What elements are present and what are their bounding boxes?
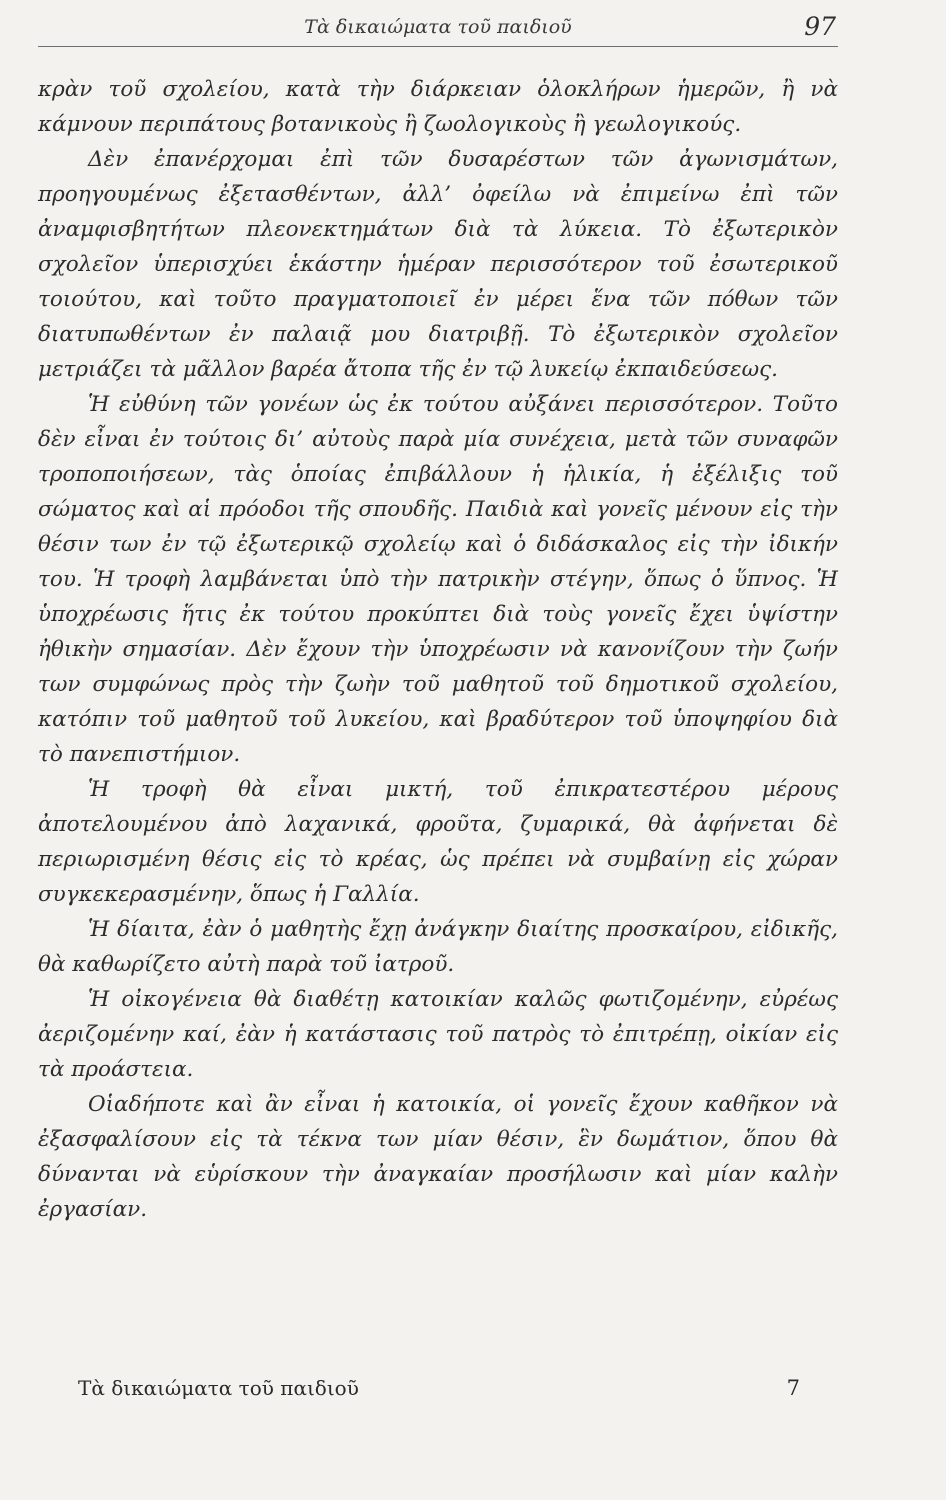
paragraph: Οἱαδήποτε καὶ ἂν εἶναι ἡ κατοικία, οἱ γονεῖς ἔχουν καθῆκον νὰ ἐξασφαλίσουν εἰς τὰ τέκνα των μίαν θέσιν, ἓν δωμάτιον, ὅπου θὰ δύνανται νὰ εὑρίσκουν τὴν ἀναγκαίαν προσήλωσιν καὶ μίαν καλὴν ἐργασίαν. [38, 1092, 838, 1222]
paragraph: Ἡ δίαιτα, ἐὰν ὁ μαθητὴς ἔχῃ ἀνάγκην διαίτης προσκαίρου, εἰδικῆς, θὰ καθωρίζετο αὐτὴ παρὰ τοῦ ἰατροῦ. [38, 917, 838, 977]
paragraph: Ἡ εὐθύνη τῶν γονέων ὡς ἐκ τούτου αὐξάνει περισσότερον. Τοῦτο δὲν εἶναι ἐν τούτοις δι’ αὐτοὺς παρὰ μία συνέχεια, μετὰ τῶν συναφῶν τροποποιήσεων, τὰς ὁποίας ἐπιβάλλουν ἡ ἡλικία, ἡ ἐξέλιξις τοῦ σώματος καὶ αἱ πρόοδοι τῆς σπουδῆς. Παιδιὰ καὶ γονεῖς μένουν εἰς τὴν θέσιν των ἐν τῷ ἐξωτερικῷ σχολείῳ καὶ ὁ διδάσκαλος εἰς τὴν ἰδικήν του. Ἡ τροφὴ λαμβάνεται ὑπὸ τὴν πατρικὴν στέγην, ὅπως ὁ ὕπνος. Ἡ ὑποχρέωσις ἥτις ἐκ τούτου προκύπτει διὰ τοὺς γονεῖς ἔχει ὑψίστην ἠθικὴν σημασίαν. Δὲν ἔχουν τὴν ὑποχρέωσιν νὰ κανονίζουν τὴν ζωήν των συμφώνως πρὸς τὴν ζωὴν τοῦ μαθητοῦ τοῦ δημοτικοῦ σχολείου, κατόπιν τοῦ μαθητοῦ τοῦ λυκείου, καὶ βραδύτερον τοῦ ὑποψηφίου διὰ τὸ πανεπιστήμιον. [38, 392, 838, 767]
paragraph: Ἡ τροφὴ θὰ εἶναι μικτή, τοῦ ἐπικρατεστέρου μέρους ἀποτελουμένου ἀπὸ λαχανικά, φροῦτα, ζυμαρικά, θὰ ἀφήνεται δὲ περιωρισμένη θέσις εἰς τὸ κρέας, ὡς πρέπει νὰ συμβαίνῃ εἰς χώραν συγκεκερασμένην, ὅπως ἡ Γαλλία. [38, 777, 838, 907]
running-title: Τὰ δικαιώματα τοῦ παιδιοῦ [304, 16, 572, 38]
paragraph: Ἡ οἰκογένεια θὰ διαθέτῃ κατοικίαν καλῶς φωτιζομένην, εὐρέως ἀεριζομένην καί, ἐὰν ἡ κατάστασις τοῦ πατρὸς τὸ ἐπιτρέπῃ, οἰκίαν εἰς τὰ προάστεια. [38, 987, 838, 1082]
body-text [38, 72, 838, 1227]
paragraph: κρὰν τοῦ σχολείου, κατὰ τὴν διάρκειαν ὁλοκλήρων ἡμερῶν, ἢ νὰ κάμνουν περιπάτους βοτανικοὺς ἢ ζωολογικοὺς ἢ γεωλογικούς. [38, 77, 838, 137]
page-number: 97 [804, 12, 836, 41]
signature-title: Τὰ δικαιώματα τοῦ παιδιοῦ [78, 1376, 359, 1400]
paragraph: Δὲν ἐπανέρχομαι ἐπὶ τῶν δυσαρέστων τῶν ἀγωνισμάτων, προηγουμένως ἐξετασθέντων, ἀλλ’ ὀφείλω νὰ ἐπιμείνω ἐπὶ τῶν ἀναμφισβητήτων πλεονεκτημάτων διὰ τὰ λύκεια. Τὸ ἐξωτερικὸν σχολεῖον ὑπερισχύει ἑκάστην ἡμέραν περισσότερον τοῦ ἐσωτερικοῦ τοιούτου, καὶ τοῦτο πραγματοποιεῖ ἐν μέρει ἕνα τῶν πόθων τῶν διατυπωθέντων ἐν παλαιᾷ μου διατριβῇ. Τὸ ἐξωτερικὸν σχολεῖον μετριάζει τὰ μᾶλλον βαρέα ἄτοπα τῆς ἐν τῷ λυκείῳ ἐκπαιδεύσεως. [38, 147, 838, 382]
signature-number: 7 [786, 1376, 800, 1400]
page-footer [78, 1376, 800, 1404]
page-header [38, 8, 838, 47]
